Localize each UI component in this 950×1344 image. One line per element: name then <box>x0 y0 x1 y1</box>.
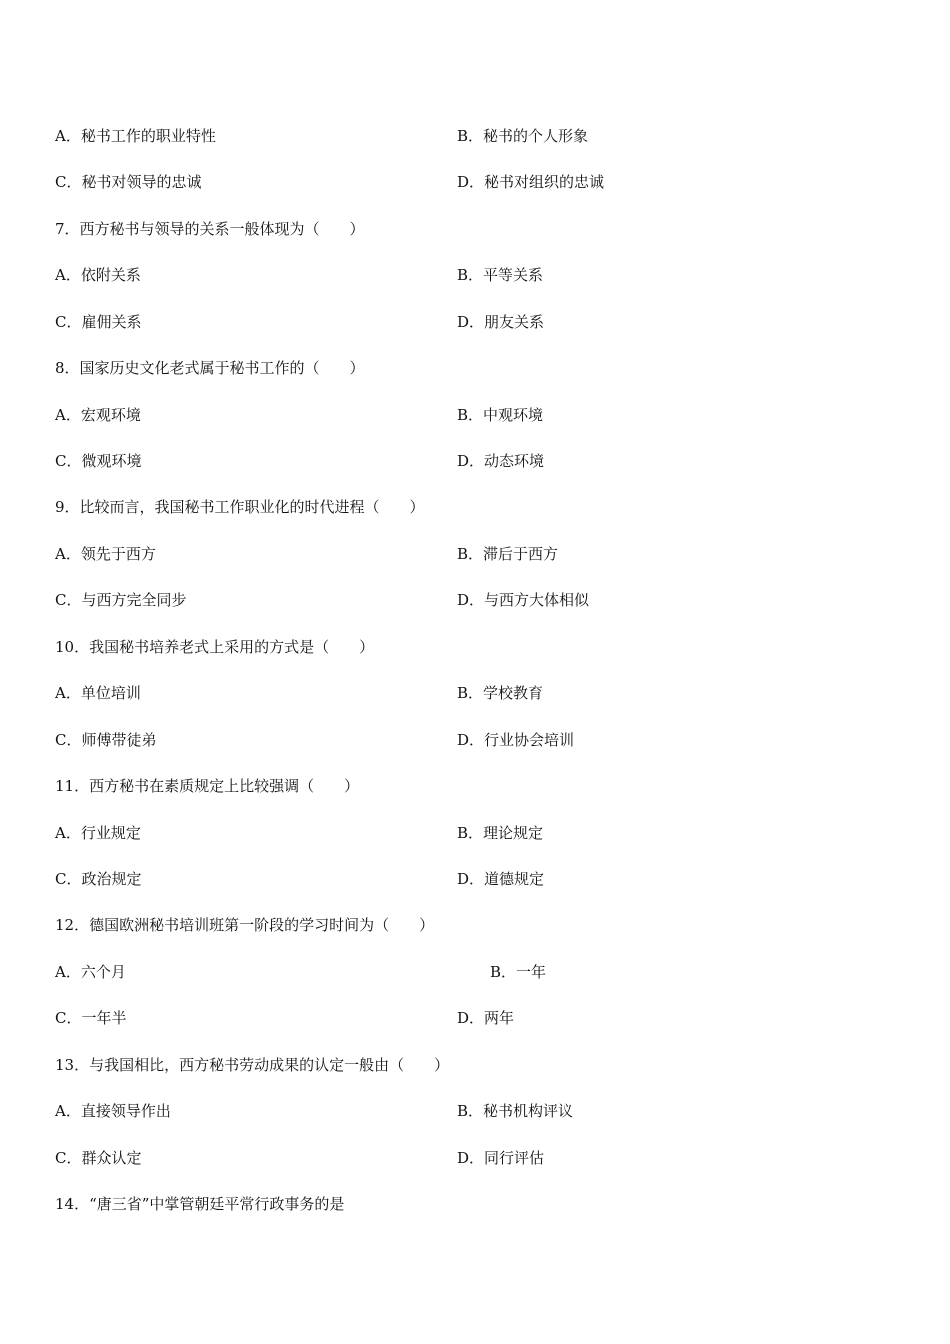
option-c: C．与西方完全同步 <box>55 591 187 609</box>
option-b: B．理论规定 <box>457 824 544 842</box>
option-d: D．行业协会培训 <box>457 731 575 749</box>
option-d: D．秘书对组织的忠诚 <box>457 173 605 191</box>
option-a: A．单位培训 <box>55 684 141 702</box>
question-stem: 10．我国秘书培养老式上采用的方式是（ ） <box>55 638 375 656</box>
option-b: B．秘书的个人形象 <box>457 127 589 145</box>
option-d: D．朋友关系 <box>457 313 545 331</box>
question-stem: 9．比较而言，我国秘书工作职业化的时代进程（ ） <box>55 498 425 516</box>
option-a: A．直接领导作出 <box>55 1102 171 1120</box>
option-a: A．六个月 <box>55 963 126 981</box>
option-c: C．师傅带徒弟 <box>55 731 157 749</box>
option-a: A．依附关系 <box>55 266 141 284</box>
option-c: C．一年半 <box>55 1009 127 1027</box>
question-stem: 7．西方秘书与领导的关系一般体现为（ ） <box>55 220 365 238</box>
option-d: D．道德规定 <box>457 870 545 888</box>
option-c: C．群众认定 <box>55 1149 142 1167</box>
option-b: B．平等关系 <box>457 266 544 284</box>
option-c: C．政治规定 <box>55 870 142 888</box>
option-d: D．与西方大体相似 <box>457 591 590 609</box>
question-stem: 13．与我国相比，西方秘书劳动成果的认定一般由（ ） <box>55 1056 450 1074</box>
option-a: A．行业规定 <box>55 824 141 842</box>
option-d: D．动态环境 <box>457 452 545 470</box>
option-b: B．中观环境 <box>457 406 544 424</box>
option-d: D．两年 <box>457 1009 515 1027</box>
option-a: A．宏观环境 <box>55 406 141 424</box>
option-c: C．秘书对领导的忠诚 <box>55 173 202 191</box>
option-b: B．一年 <box>490 963 547 981</box>
option-b: B．滞后于西方 <box>457 545 559 563</box>
option-c: C．雇佣关系 <box>55 313 142 331</box>
option-a: A．秘书工作的职业特性 <box>55 127 216 145</box>
question-stem: 14．“唐三省”中掌管朝廷平常行政事务的是 <box>55 1195 345 1213</box>
option-b: B．学校教育 <box>457 684 544 702</box>
option-c: C．微观环境 <box>55 452 142 470</box>
question-stem: 12．德国欧洲秘书培训班第一阶段的学习时间为（ ） <box>55 916 435 934</box>
question-stem: 8．国家历史文化老式属于秘书工作的（ ） <box>55 359 365 377</box>
question-stem: 11．西方秘书在素质规定上比较强调（ ） <box>55 777 360 795</box>
option-a: A．领先于西方 <box>55 545 156 563</box>
option-d: D．同行评估 <box>457 1149 545 1167</box>
option-b: B．秘书机构评议 <box>457 1102 574 1120</box>
